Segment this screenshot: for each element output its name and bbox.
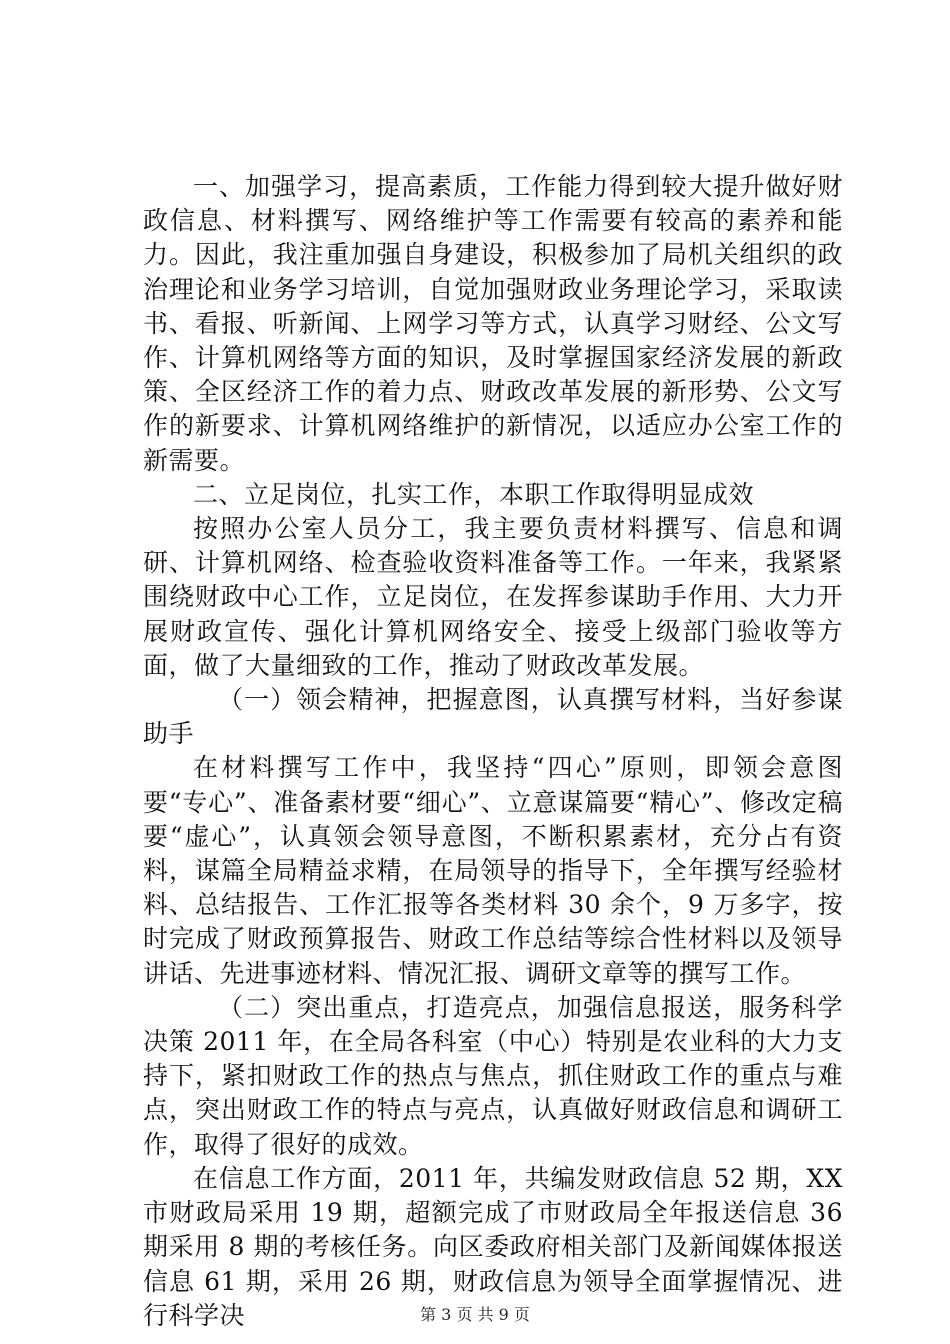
paragraph-information: （二）突出重点，打造亮点，加强信息报送，服务科学决策 2011 年，在全局各科室（中心）特别是农业科的大力支持下，紧扣财政工作的热点与焦点，抓住财政工作的重点与难点，突出财政工作的特点与亮点，认真做好财政信息和调研工作，取得了很好的成效。: [143, 992, 843, 1159]
page-footer: 第 3 页 共 9 页: [420, 1305, 530, 1324]
paragraph-duties: 按照办公室人员分工，我主要负责材料撰写、信息和调研、计算机网络、检查验收资料准备等工作。一年来，我紧紧围绕财政中心工作，立足岗位，在发挥参谋助手作用、大力开展财政宣传、强化计算机网络安全、接受上级部门验收等方面，做了大量细致的工作，推动了财政改革发展。: [143, 514, 843, 680]
paragraph-study: 一、加强学习，提高素质，工作能力得到较大提升做好财政信息、材料撰写、网络维护等工作需要有较高的素养和能力。因此，我注重加强自身建设，积极参加了局机关组织的政治理论和业务学习培训，自觉加强财政业务理论学习，采取读书、看报、听新闻、上网学习等方式，认真学习财经、公文写作、计算机网络等方面的知识，及时掌握国家经济发展的新政策、全区经济工作的着力点、财政改革发展的新形势、公文写作的新要求、计算机网络维护的新情况，以适应办公室工作的新需要。: [143, 172, 843, 475]
subsection-heading-1: （一）领会精神，把握意图，认真撰写材料，当好参谋助手: [143, 685, 843, 749]
paragraph-info-work: 在信息工作方面，2011 年，共编发财政信息 52 期，XX 市财政局采用 19 期，超额完成了市财政局全年报送信息 36 期采用 8 期的考核任务。向区委政府相关部门及新闻媒体报送信息 61 期，采用 26 期，财政信息为领导全面掌握情况、进行科学决: [143, 1163, 843, 1330]
section-heading-2: 二、立足岗位，扎实工作，本职工作取得明显成效: [193, 479, 755, 509]
document-body: [143, 170, 843, 1333]
paragraph-writing: 在材料撰写工作中，我坚持“四心”原则，即领会意图要“专心”、准备素材要“细心”、立意谋篇要“精心”、修改定稿要“虚心”，认真领会领导意图，不断积累素材，充分占有资料，谋篇全局精益求精，在局领导的指导下，全年撰写经验材料、总结报告、工作汇报等各类材料 30 余个，9 万多字，按时完成了财政预算报告、财政工作总结等综合性材料以及领导讲话、先进事迹材料、情况汇报、调研文章等的撰写工作。: [143, 753, 843, 988]
